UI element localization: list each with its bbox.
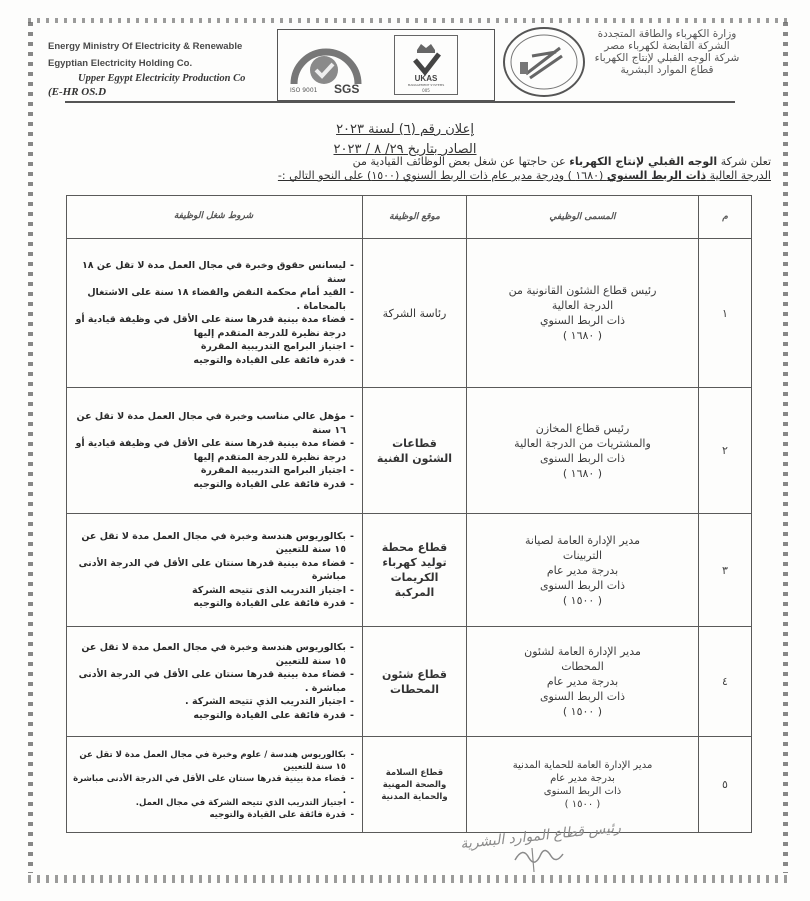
- location-line: والصحة المهنية: [382, 779, 447, 790]
- table-row: [67, 388, 752, 514]
- company-name-ar: شركة الوجه القبلي لإنتاج الكهرباء: [594, 52, 740, 64]
- intro-text: عن حاجتها عن شغل بعض الوظائف القيادية من: [352, 155, 570, 168]
- location-line: قطاع محطة: [381, 541, 448, 554]
- row-num: ٤: [699, 627, 752, 737]
- header-job-title: المسمى الوظيفي: [467, 196, 699, 239]
- intro-text: تعلن شركة: [717, 155, 771, 168]
- location-line: قطاعات: [392, 436, 437, 450]
- location-line: المركبة: [394, 586, 435, 599]
- requirement-item: - اجتياز التدريب الذي تتيحه الشركة في مجال العمل.: [73, 797, 354, 809]
- requirement-item: - قدرة فائقة على القيادة والتوجيه: [73, 709, 354, 723]
- requirement-item: - بكالوريوس هندسة وخبرة في مجال العمل مدة لا تقل عن ١٥ سنة للتعيين: [73, 641, 354, 668]
- table-row: [67, 737, 752, 833]
- decorative-border-bottom: [28, 875, 788, 883]
- job-title-line: ( ١٥٠٠ ): [562, 593, 603, 607]
- job-title-line: بدرجة مدير عام: [546, 563, 619, 577]
- location-line: توليد كهرباء: [382, 556, 447, 569]
- job-title-line: ( ١٦٨٠ ): [562, 466, 603, 480]
- job-title-line: رئيس قطاع الشئون القانونية من: [508, 284, 657, 297]
- svg-text:ISO 9001: ISO 9001: [290, 87, 318, 94]
- row-num: ٥: [699, 737, 752, 833]
- department-name-ar: قطاع الموارد البشرية: [620, 64, 714, 76]
- requirement-item: - قضاء مدة بينية قدرها سنة على الأقل في وظيفة قيادية أو درجة نظيرة للدرجة المتقدم إليها: [73, 437, 354, 464]
- job-title-line: ( ١٥٠٠ ): [562, 705, 603, 718]
- location-line: رئاسة الشركة: [382, 306, 447, 320]
- header-requirements: شروط شغل الوظيفة: [67, 196, 363, 239]
- job-title: [467, 514, 699, 627]
- job-title: [467, 627, 699, 737]
- arabic-letterhead: [567, 28, 767, 76]
- location-line: قطاع السلامة: [385, 767, 444, 778]
- job-title-line: رئيس قطاع المخازن: [535, 421, 630, 435]
- job-location: [363, 388, 467, 514]
- company-name-en: Upper Egypt Electricity Production Co: [78, 73, 246, 84]
- job-title-line: بدرجة مدير عام: [546, 675, 619, 688]
- requirement-item: - مؤهل عالي مناسب وخبرة في مجال العمل مدة لا تقل عن ١٦ سنة: [73, 410, 354, 437]
- job-requirements: [67, 239, 363, 388]
- job-requirements: [67, 737, 363, 833]
- job-location: [363, 514, 467, 627]
- job-title-line: ( ١٦٨٠ ): [562, 329, 603, 342]
- header-divider: [65, 101, 735, 103]
- table-row: [67, 514, 752, 627]
- location-line: المحطات: [389, 682, 440, 696]
- intro-paragraph: [66, 155, 771, 183]
- job-requirements: [67, 627, 363, 737]
- job-location: [363, 239, 467, 388]
- job-title: [467, 388, 699, 514]
- requirement-item: - اجتياز التدريب الذى تتيحه الشركة: [73, 584, 354, 598]
- decorative-border-right: [783, 22, 788, 873]
- job-title-line: ذات الربط السنوى: [539, 578, 626, 592]
- signature-title: رئيس قطاع الموارد البشرية: [459, 819, 622, 853]
- requirement-item: - قدرة فائقة على القيادة والتوجيه: [73, 478, 354, 492]
- requirement-item: - قضاء مدة بينية قدرها سنتان على الأقل في الدرجة الأدنى مباشرة: [73, 557, 354, 584]
- requirement-item: - قضاء مدة بينية قدرها سنة على الأقل في وظيفة قيادية أو درجة نظيرة للدرجة المتقدم إليها: [73, 313, 354, 340]
- job-title: [467, 737, 699, 833]
- requirement-item: - اجتياز البرامج التدريبية المقررة: [73, 464, 354, 478]
- sgs-iso-logo-icon: [286, 36, 364, 94]
- grade-bold: ذات الربط السنوي: [606, 169, 707, 182]
- signature-scribble-icon: [510, 842, 570, 872]
- job-title: [467, 239, 699, 388]
- job-title-line: مدير الإدارة العامة لصيانة: [524, 533, 641, 547]
- location-line: الكريمات: [390, 571, 439, 584]
- intro-text: (١٦٨٠ ) ودرجة مدير عام ذات الربط السنوي (١٥٠٠) على النحو التالي :-: [277, 169, 607, 182]
- svg-text:UKAS: UKAS: [414, 74, 438, 83]
- location-line: الشئون الفنية: [376, 451, 453, 465]
- svg-text:MANAGEMENT SYSTEMS: MANAGEMENT SYSTEMS: [407, 83, 445, 87]
- header-num: م: [699, 196, 752, 239]
- job-title-line: ذات الربط السنوى: [543, 785, 622, 797]
- header-location: موقع الوظيفة: [363, 196, 467, 239]
- holding-company-en: Egyptian Electricity Holding Co.: [48, 58, 193, 69]
- requirement-item: - بكالوريوس هندسة / علوم وخبرة في مجال العمل مدة لا تقل عن ١٥ سنة للتعيين: [73, 749, 354, 773]
- job-title-line: التربينات: [562, 548, 603, 562]
- location-line: والحماية المدنية: [381, 791, 448, 802]
- job-location: [363, 627, 467, 737]
- letterhead: [40, 26, 775, 101]
- ministry-name-ar: وزارة الكهرباء والطاقة المتجددة: [597, 28, 737, 40]
- job-requirements: [67, 388, 363, 514]
- decorative-border-top: [28, 18, 788, 23]
- requirement-item: - ليسانس حقوق وخبرة في مجال العمل مدة لا تقل عن ١٨ سنة: [73, 259, 354, 286]
- requirement-item: - قدرة فائقة على القيادة والتوجيه: [73, 597, 354, 611]
- svg-text:005: 005: [422, 88, 430, 93]
- job-title-line: والمشتريات من الدرجة العالية: [514, 436, 651, 450]
- ministry-name-en: Energy Ministry Of Electricity & Renewable: [48, 41, 243, 52]
- decorative-border-left: [28, 22, 33, 873]
- issue-date: الصادر بتاريخ ٢٩/ ٨ / ٢٠٢٣: [333, 142, 477, 157]
- intro-text: الدرجة العالية: [706, 169, 771, 182]
- requirement-item: - بكالوريوس هندسة وخبرة في مجال العمل مدة لا تقل عن ١٥ سنة للتعيين: [73, 530, 354, 557]
- svg-text:SGS: SGS: [334, 82, 360, 94]
- announcement-title-block: [150, 118, 660, 158]
- job-title-line: بدرجة مدير عام: [550, 772, 615, 784]
- table-row: [67, 627, 752, 737]
- job-title-line: ذات الربط السنوى: [539, 451, 626, 465]
- announcement-number: إعلان رقم (٦) لسنة ٢٠٢٣: [336, 122, 474, 137]
- holding-company-ar: الشركة القابضة لكهرباء مصر: [604, 40, 730, 52]
- row-num: ١: [699, 239, 752, 388]
- doc-code: (E-HR OS.D: [48, 86, 107, 98]
- job-title-line: ( ١٥٠٠ ): [564, 798, 601, 810]
- requirement-item: - قضاء مدة بينية قدرها سنتان على الأقل في الدرجة الأدنى مباشرة .: [73, 668, 354, 695]
- location-line: قطاع شئون: [382, 667, 447, 681]
- table-row: [67, 239, 752, 388]
- requirement-item: - قدرة فائقة على القيادة والتوجيه: [73, 354, 354, 368]
- job-title-line: ذات الربط السنوي: [539, 314, 626, 327]
- row-num: ٣: [699, 514, 752, 627]
- table-header-row: [67, 196, 752, 239]
- requirement-item: - القيد أمام محكمة النقض والقضاء ١٨ سنة على الاشتغال بالمحاماة .: [73, 286, 354, 313]
- certification-logos: [277, 29, 495, 101]
- job-requirements: [67, 514, 363, 627]
- ukas-logo-icon: [394, 35, 458, 95]
- requirement-item: - قدرة فائقة على القيادة والتوجيه: [73, 809, 354, 821]
- job-location: [363, 737, 467, 833]
- job-title-line: مدير الإدارة العامة للحماية المدنية: [512, 759, 653, 771]
- row-num: ٢: [699, 388, 752, 514]
- requirement-item: - قضاء مدة بينية قدرها سنتان على الأقل في الدرجة الأدنى مباشرة .: [73, 773, 354, 797]
- requirement-item: - اجتياز التدريب الذي تتيحه الشركة .: [73, 695, 354, 709]
- job-title-line: الدرجة العالية: [551, 299, 614, 312]
- requirement-item: - اجتياز البرامج التدريبية المقررة: [73, 340, 354, 354]
- job-title-line: ذات الربط السنوى: [539, 690, 626, 703]
- company-name-bold: الوجه القبلي لإنتاج الكهرباء: [569, 155, 718, 168]
- handwritten-signature: [450, 819, 630, 873]
- job-title-line: مدير الإدارة العامة لشئون: [524, 645, 641, 658]
- job-title-line: المحطات: [561, 660, 604, 673]
- jobs-table: [66, 195, 752, 833]
